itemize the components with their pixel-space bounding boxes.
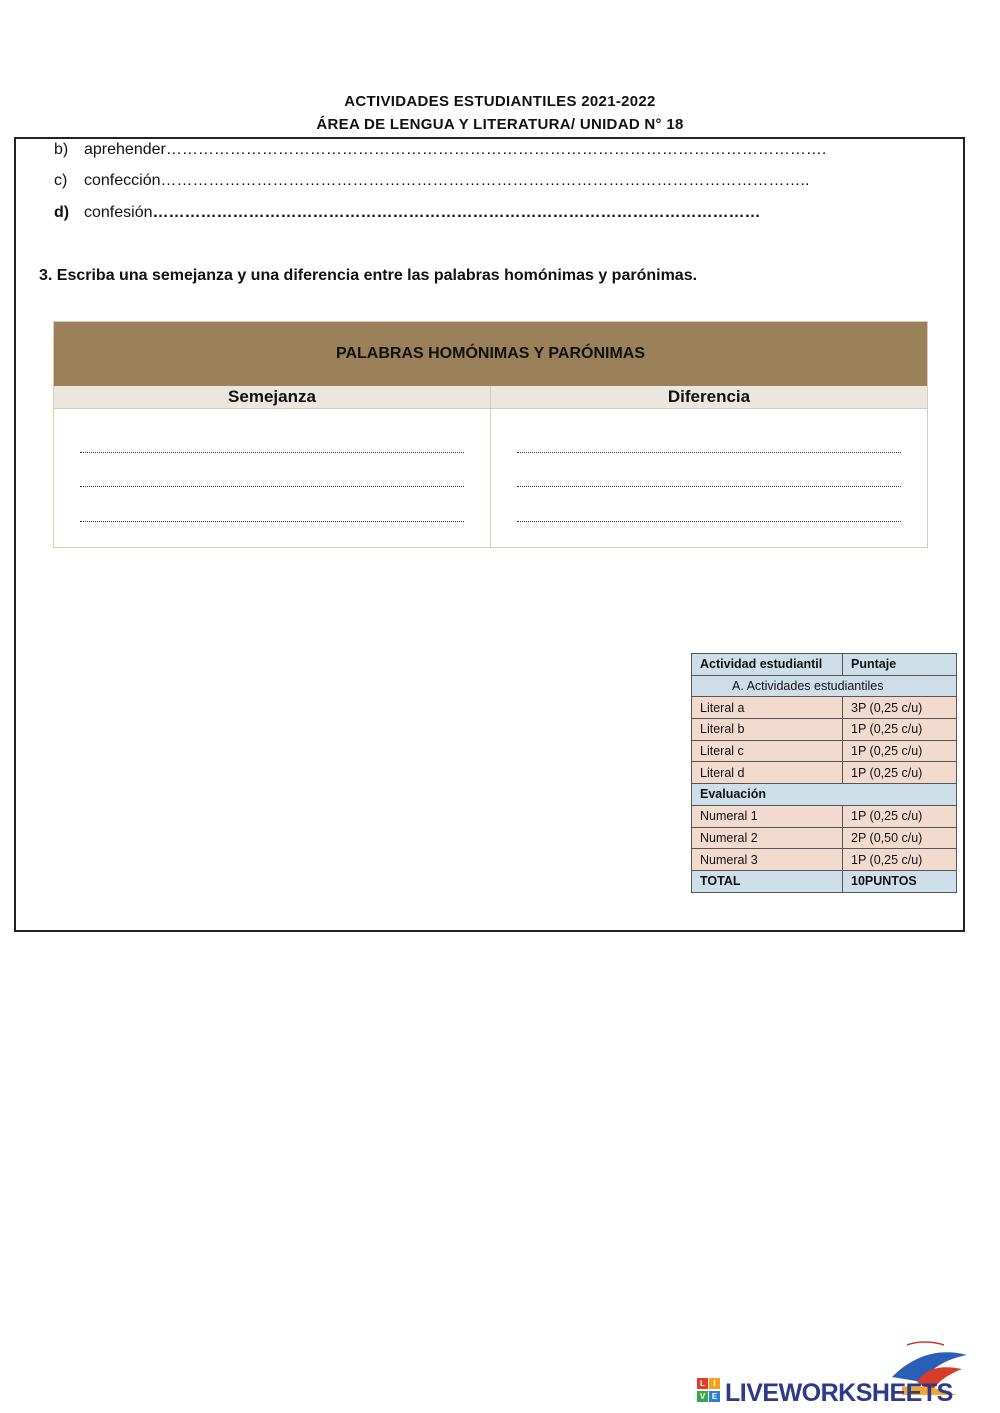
- item-word: confección: [84, 172, 161, 189]
- score-points: 1P (0,25 c/u): [843, 762, 957, 784]
- comparison-table-body: [54, 409, 927, 548]
- score-points: Puntaje: [843, 654, 957, 676]
- score-activity: Literal a: [692, 697, 843, 719]
- answer-line[interactable]: [517, 452, 901, 453]
- score-row: [692, 849, 957, 871]
- score-row: [692, 762, 957, 784]
- question-3: 3. Escriba una semejanza y una diferencia entre las palabras homónimas y parónimas.: [39, 267, 698, 284]
- header-semejanza: Semejanza: [54, 386, 491, 408]
- liveworksheets-logo: [697, 1337, 997, 1407]
- score-activity: Numeral 2: [692, 827, 843, 849]
- item-label: c): [54, 172, 68, 189]
- score-activity: Numeral 1: [692, 805, 843, 827]
- score-activity: Actividad estudiantil: [692, 654, 843, 676]
- score-row: [692, 675, 957, 697]
- score-section-label: A. Actividades estudiantiles: [692, 675, 957, 697]
- score-section-label: Evaluación: [692, 784, 957, 806]
- header-diferencia: Diferencia: [667, 387, 751, 406]
- answer-line[interactable]: [517, 486, 901, 487]
- item-word: confesión: [84, 204, 153, 221]
- score-row: [692, 827, 957, 849]
- score-row: [692, 784, 957, 806]
- answer-line[interactable]: [80, 486, 464, 487]
- score-row: [692, 740, 957, 762]
- score-row: [692, 870, 957, 892]
- diferencia-cell: [491, 409, 927, 548]
- score-points: 3P (0,25 c/u): [843, 697, 957, 719]
- item-label: d): [54, 204, 70, 221]
- comparison-table-header: [54, 386, 927, 409]
- item-label: b): [54, 141, 69, 158]
- score-activity: Literal b: [692, 719, 843, 741]
- item-c: [54, 172, 809, 190]
- score-points: 1P (0,25 c/u): [843, 719, 957, 741]
- score-activity: Numeral 3: [692, 849, 843, 871]
- liveworksheets-wordmark[interactable]: LIVEWORKSHEETS: [725, 1379, 953, 1407]
- score-table: [691, 653, 957, 893]
- score-activity: Literal c: [692, 740, 843, 762]
- answer-dots[interactable]: …………………………………………………………………………………………………………..: [160, 172, 810, 189]
- document-subtitle: ÁREA DE LENGUA Y LITERATURA/ UNIDAD N° 18: [316, 116, 684, 133]
- score-row: [692, 654, 957, 676]
- comparison-table-title: PALABRAS HOMÓNIMAS Y PARÓNIMAS: [54, 322, 927, 386]
- answer-dots[interactable]: …………………………………………………………………………………………………………….: [165, 141, 827, 158]
- item-d: [54, 204, 761, 222]
- answer-line[interactable]: [80, 452, 464, 453]
- semejanza-cell: [54, 409, 491, 548]
- score-row: [692, 719, 957, 741]
- answer-line[interactable]: [517, 521, 901, 522]
- score-row: [692, 697, 957, 719]
- answer-dots[interactable]: ……………………………………………………………………………………………………: [152, 204, 761, 221]
- score-row: [692, 805, 957, 827]
- score-activity: Literal d: [692, 762, 843, 784]
- score-activity: TOTAL: [692, 870, 843, 892]
- score-points: 1P (0,25 c/u): [843, 805, 957, 827]
- document-title: ACTIVIDADES ESTUDIANTILES 2021-2022: [344, 93, 656, 110]
- item-b: [54, 141, 826, 159]
- answer-line[interactable]: [80, 521, 464, 522]
- liveworksheets-logo-icon: L I V E: [697, 1378, 721, 1404]
- score-points: 1P (0,25 c/u): [843, 740, 957, 762]
- item-word: aprehender: [84, 141, 166, 158]
- score-points: 1P (0,25 c/u): [843, 849, 957, 871]
- score-points: 2P (0,50 c/u): [843, 827, 957, 849]
- comparison-table: [53, 321, 928, 548]
- score-points: 10PUNTOS: [843, 870, 957, 892]
